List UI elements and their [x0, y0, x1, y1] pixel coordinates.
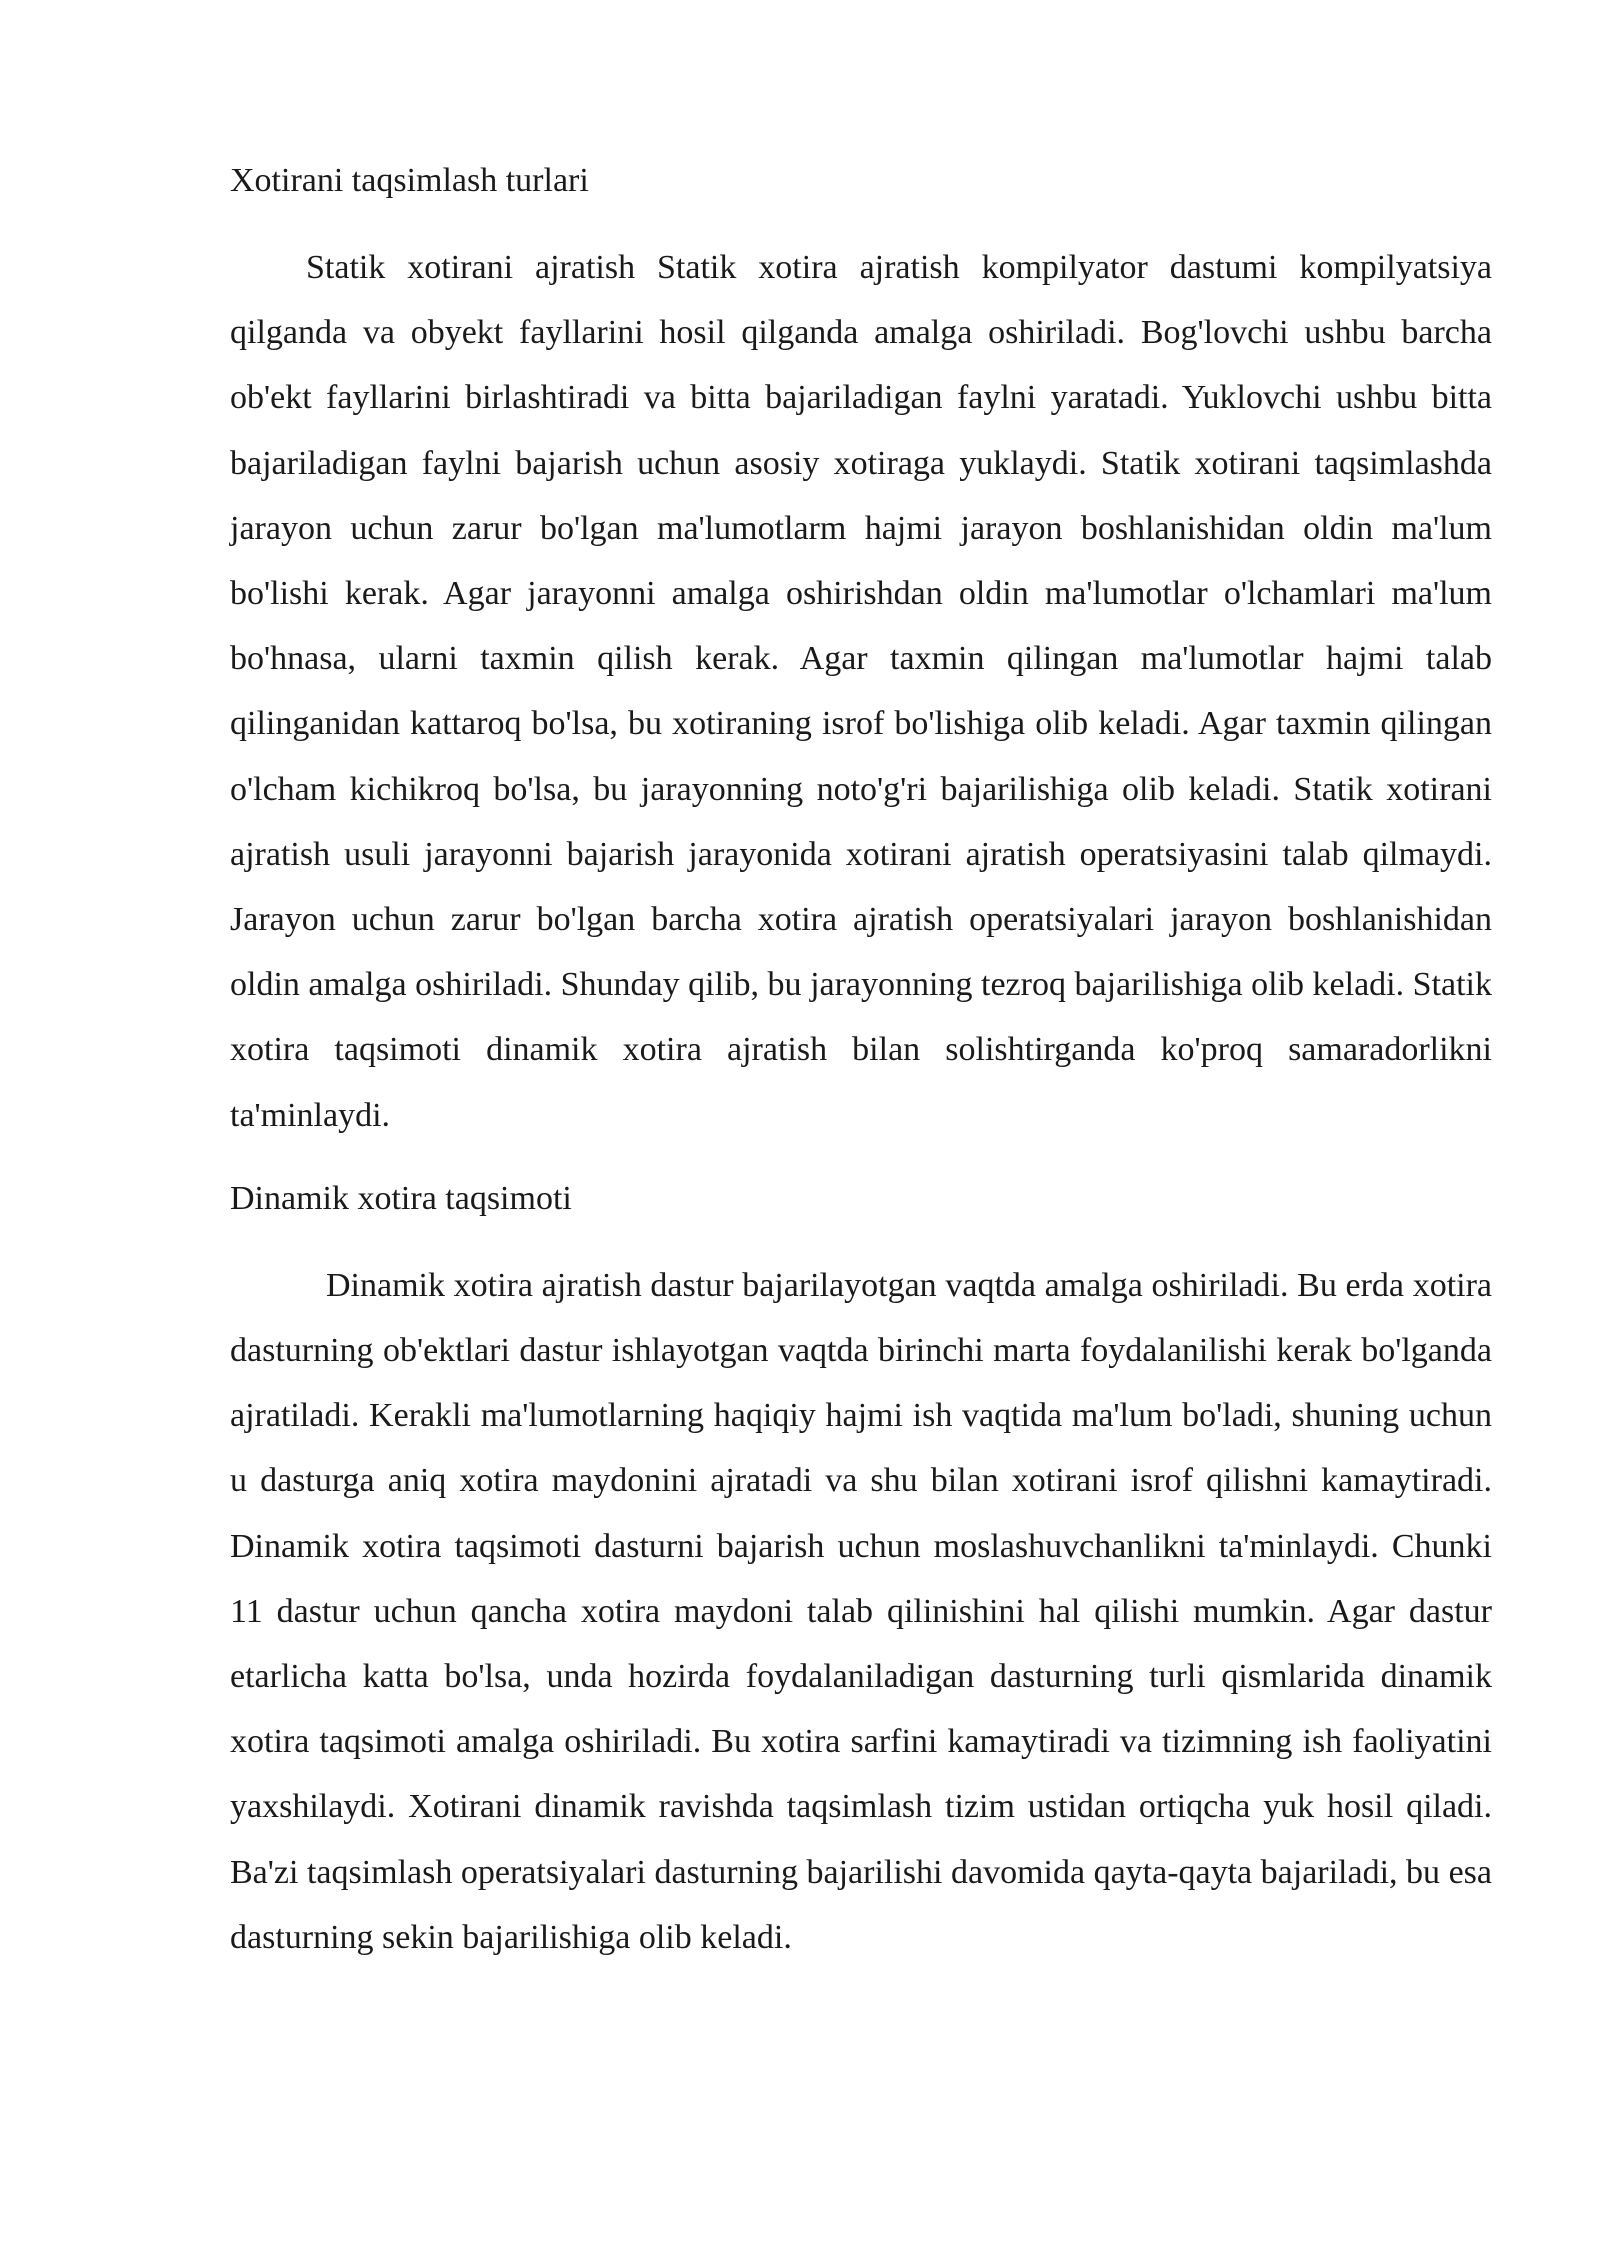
section-heading-dynamic-allocation: Dinamik xotira taqsimoti	[230, 1179, 572, 1217]
document-body	[230, 148, 1492, 1970]
paragraph-static-allocation: Statik xotirani ajratish Statik xotira ajratish kompilyator dastumi kompilyatsiya qilganda va obyekt fayllarini hosil qilganda amalga oshiriladi. Bog'lovchi ushbu barcha ob'ekt fayllarini birlashtiradi va bitta bajariladigan faylni yaratadi. Yuklovchi ushbu bitta bajariladigan faylni bajarish uchun asosiy xotiraga yuklaydi. Statik xotirani taqsimlashda jarayon uchun zarur bo'lgan ma'lumotlarm hajmi jarayon boshlanishidan oldin ma'lum bo'lishi kerak. Agar jarayonni amalga oshirishdan oldin ma'lumotlar o'lchamlari ma'lum bo'hnasa, ularni taxmin qilish kerak. Agar taxmin qilingan ma'lumotlar hajmi talab qilinganidan kattaroq bo'lsa, bu xotiraning isrof bo'lishiga olib keladi. Agar taxmin qilingan o'lcham kichikroq bo'lsa, bu jarayonning noto'g'ri bajarilishiga olib keladi. Statik xotirani ajratish usuli jarayonni bajarish jarayonida xotirani ajratish operatsiyasini talab qilmaydi. Jarayon uchun zarur bo'lgan barcha xotira ajratish operatsiyalari jarayon boshlanishidan oldin amalga oshiriladi. Shunday qilib, bu jarayonning tezroq bajarilishiga olib keladi. Statik xotira taqsimoti dinamik xotira ajratish bilan solishtirganda ko'proq samaradorlikni ta'minlaydi.	[230, 249, 1492, 1134]
paragraph-dynamic-allocation: Dinamik xotira ajratish dastur bajarilayotgan vaqtda amalga oshiriladi. Bu erda xotira dasturning ob'ektlari dastur ishlayotgan vaqtda birinchi marta foydalanilishi kerak bo'lganda ajratiladi. Kerakli ma'lumotlarning haqiqiy hajmi ish vaqtida ma'lum bo'ladi, shuning uchun u dasturga aniq xotira maydonini ajratadi va shu bilan xotirani isrof qilishni kamaytiradi. Dinamik xotira taqsimoti dasturni bajarish uchun moslashuvchanlikni ta'minlaydi. Chunki 11 dastur uchun qancha xotira maydoni talab qilinishini hal qilishi mumkin. Agar dastur etarlicha katta bo'lsa, unda hozirda foydalaniladigan dasturning turli qismlarida dinamik xotira taqsimoti amalga oshiriladi. Bu xotira sarfini kamaytiradi va tizimning ish faoliyatini yaxshilaydi. Xotirani dinamik ravishda taqsimlash tizim ustidan ortiqcha yuk hosil qiladi. Ba'zi taqsimlash operatsiyalari dasturning bajarilishi davomida qayta-qayta bajariladi, bu esa dasturning sekin bajarilishiga olib keladi.	[230, 1266, 1492, 1956]
section-heading-memory-allocation-types: Xotirani taqsimlash turlari	[230, 162, 589, 199]
